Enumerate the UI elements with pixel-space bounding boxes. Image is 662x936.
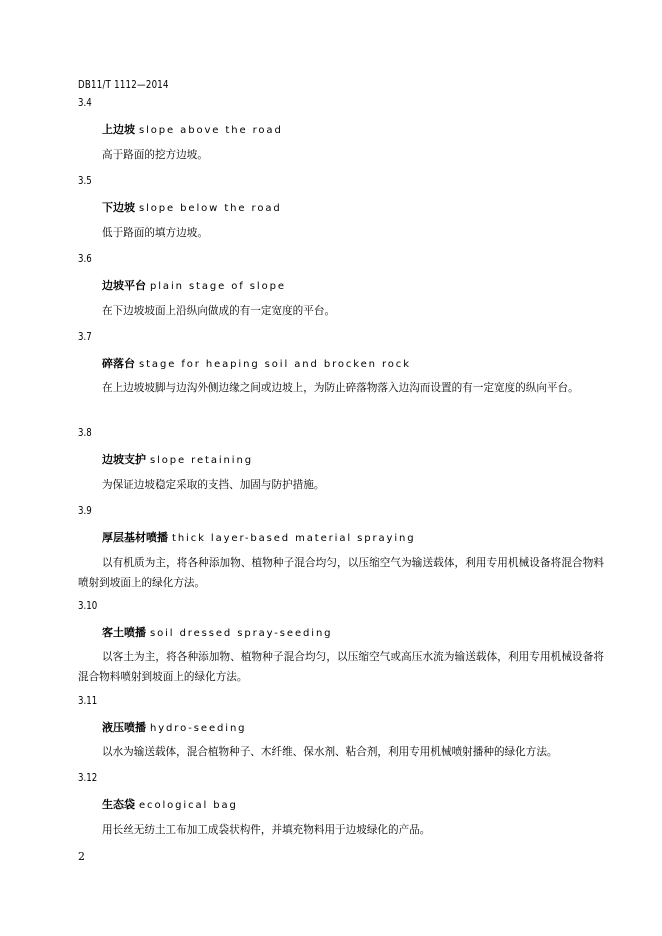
- term-english: thick layer-based material spraying: [172, 533, 416, 544]
- clause-number: 3.6: [78, 253, 92, 265]
- clause-number: 3.11: [78, 695, 98, 707]
- clause-number: 3.10: [78, 600, 98, 612]
- term-heading: [102, 796, 238, 812]
- page-number: 2: [78, 850, 85, 863]
- term-heading: [102, 451, 253, 467]
- document-code-header: DB11/T 1112—2014: [78, 79, 169, 91]
- term-english: slope retaining: [150, 455, 253, 466]
- term-chinese: 上边坡: [102, 123, 135, 136]
- term-english: soil dressed spray-seeding: [150, 628, 333, 639]
- term-definition: 用长丝无纺土工布加工成袋状构件，并填充物料用于边坡绿化的产品。: [102, 824, 431, 836]
- term-heading: [102, 624, 332, 640]
- term-heading: [102, 355, 411, 371]
- clause-number: 3.5: [78, 175, 92, 187]
- term-definition: 在下边坡坡面上沿纵向做成的有一定宽度的平台。: [102, 305, 336, 317]
- term-heading: [102, 719, 246, 735]
- term-definition: 以客土为主，将各种添加物、植物种子混合均匀，以压缩空气或高压水流为输送载体，利用专用机械设备将混合物料喷射到坡面上的绿化方法。: [78, 651, 604, 683]
- term-chinese: 厚层基材喷播: [102, 531, 168, 544]
- term-chinese: 下边坡: [102, 201, 135, 214]
- term-chinese: 碎落台: [102, 357, 135, 370]
- term-heading: [102, 199, 282, 215]
- clause-number: 3.8: [78, 427, 92, 439]
- term-chinese: 生态袋: [102, 798, 135, 811]
- term-english: slope below the road: [139, 203, 282, 214]
- term-definition: 以水为输送载体，混合植物种子、木纤维、保水剂、粘合剂，利用专用机械喷射播种的绿化方法。: [102, 746, 558, 758]
- term-chinese: 液压喷播: [102, 721, 146, 734]
- clause-number: 3.7: [78, 331, 92, 343]
- term-english: stage for heaping soil and brocken rock: [139, 359, 411, 370]
- term-definition: 在上边坡坡脚与边沟外侧边缘之间或边坡上，为防止碎落物落入边沟而设置的有一定宽度的纵向平台。: [102, 382, 579, 394]
- term-english: ecological bag: [139, 800, 238, 811]
- term-definition: 为保证边坡稳定采取的支挡、加固与防护措施。: [102, 479, 325, 491]
- term-chinese: 边坡平台: [102, 279, 146, 292]
- term-heading: [102, 529, 416, 545]
- clause-number: 3.12: [78, 772, 98, 784]
- term-english: slope above the road: [139, 125, 283, 136]
- term-heading: [102, 121, 283, 137]
- clause-number: 3.9: [78, 505, 92, 517]
- term-english: plain stage of slope: [150, 281, 286, 292]
- term-definition: 高于路面的挖方边坡。: [102, 149, 208, 161]
- term-heading: [102, 277, 286, 293]
- clause-number: 3.4: [78, 97, 92, 109]
- term-definition: 低于路面的填方边坡。: [102, 227, 208, 239]
- term-chinese: 客土喷播: [102, 626, 146, 639]
- term-english: hydro-seeding: [150, 723, 247, 734]
- term-chinese: 边坡支护: [102, 453, 146, 466]
- term-definition: 以有机质为主，将各种添加物、植物种子混合均匀，以压缩空气为输送载体，利用专用机械设备将混合物料喷射到坡面上的绿化方法。: [78, 557, 604, 589]
